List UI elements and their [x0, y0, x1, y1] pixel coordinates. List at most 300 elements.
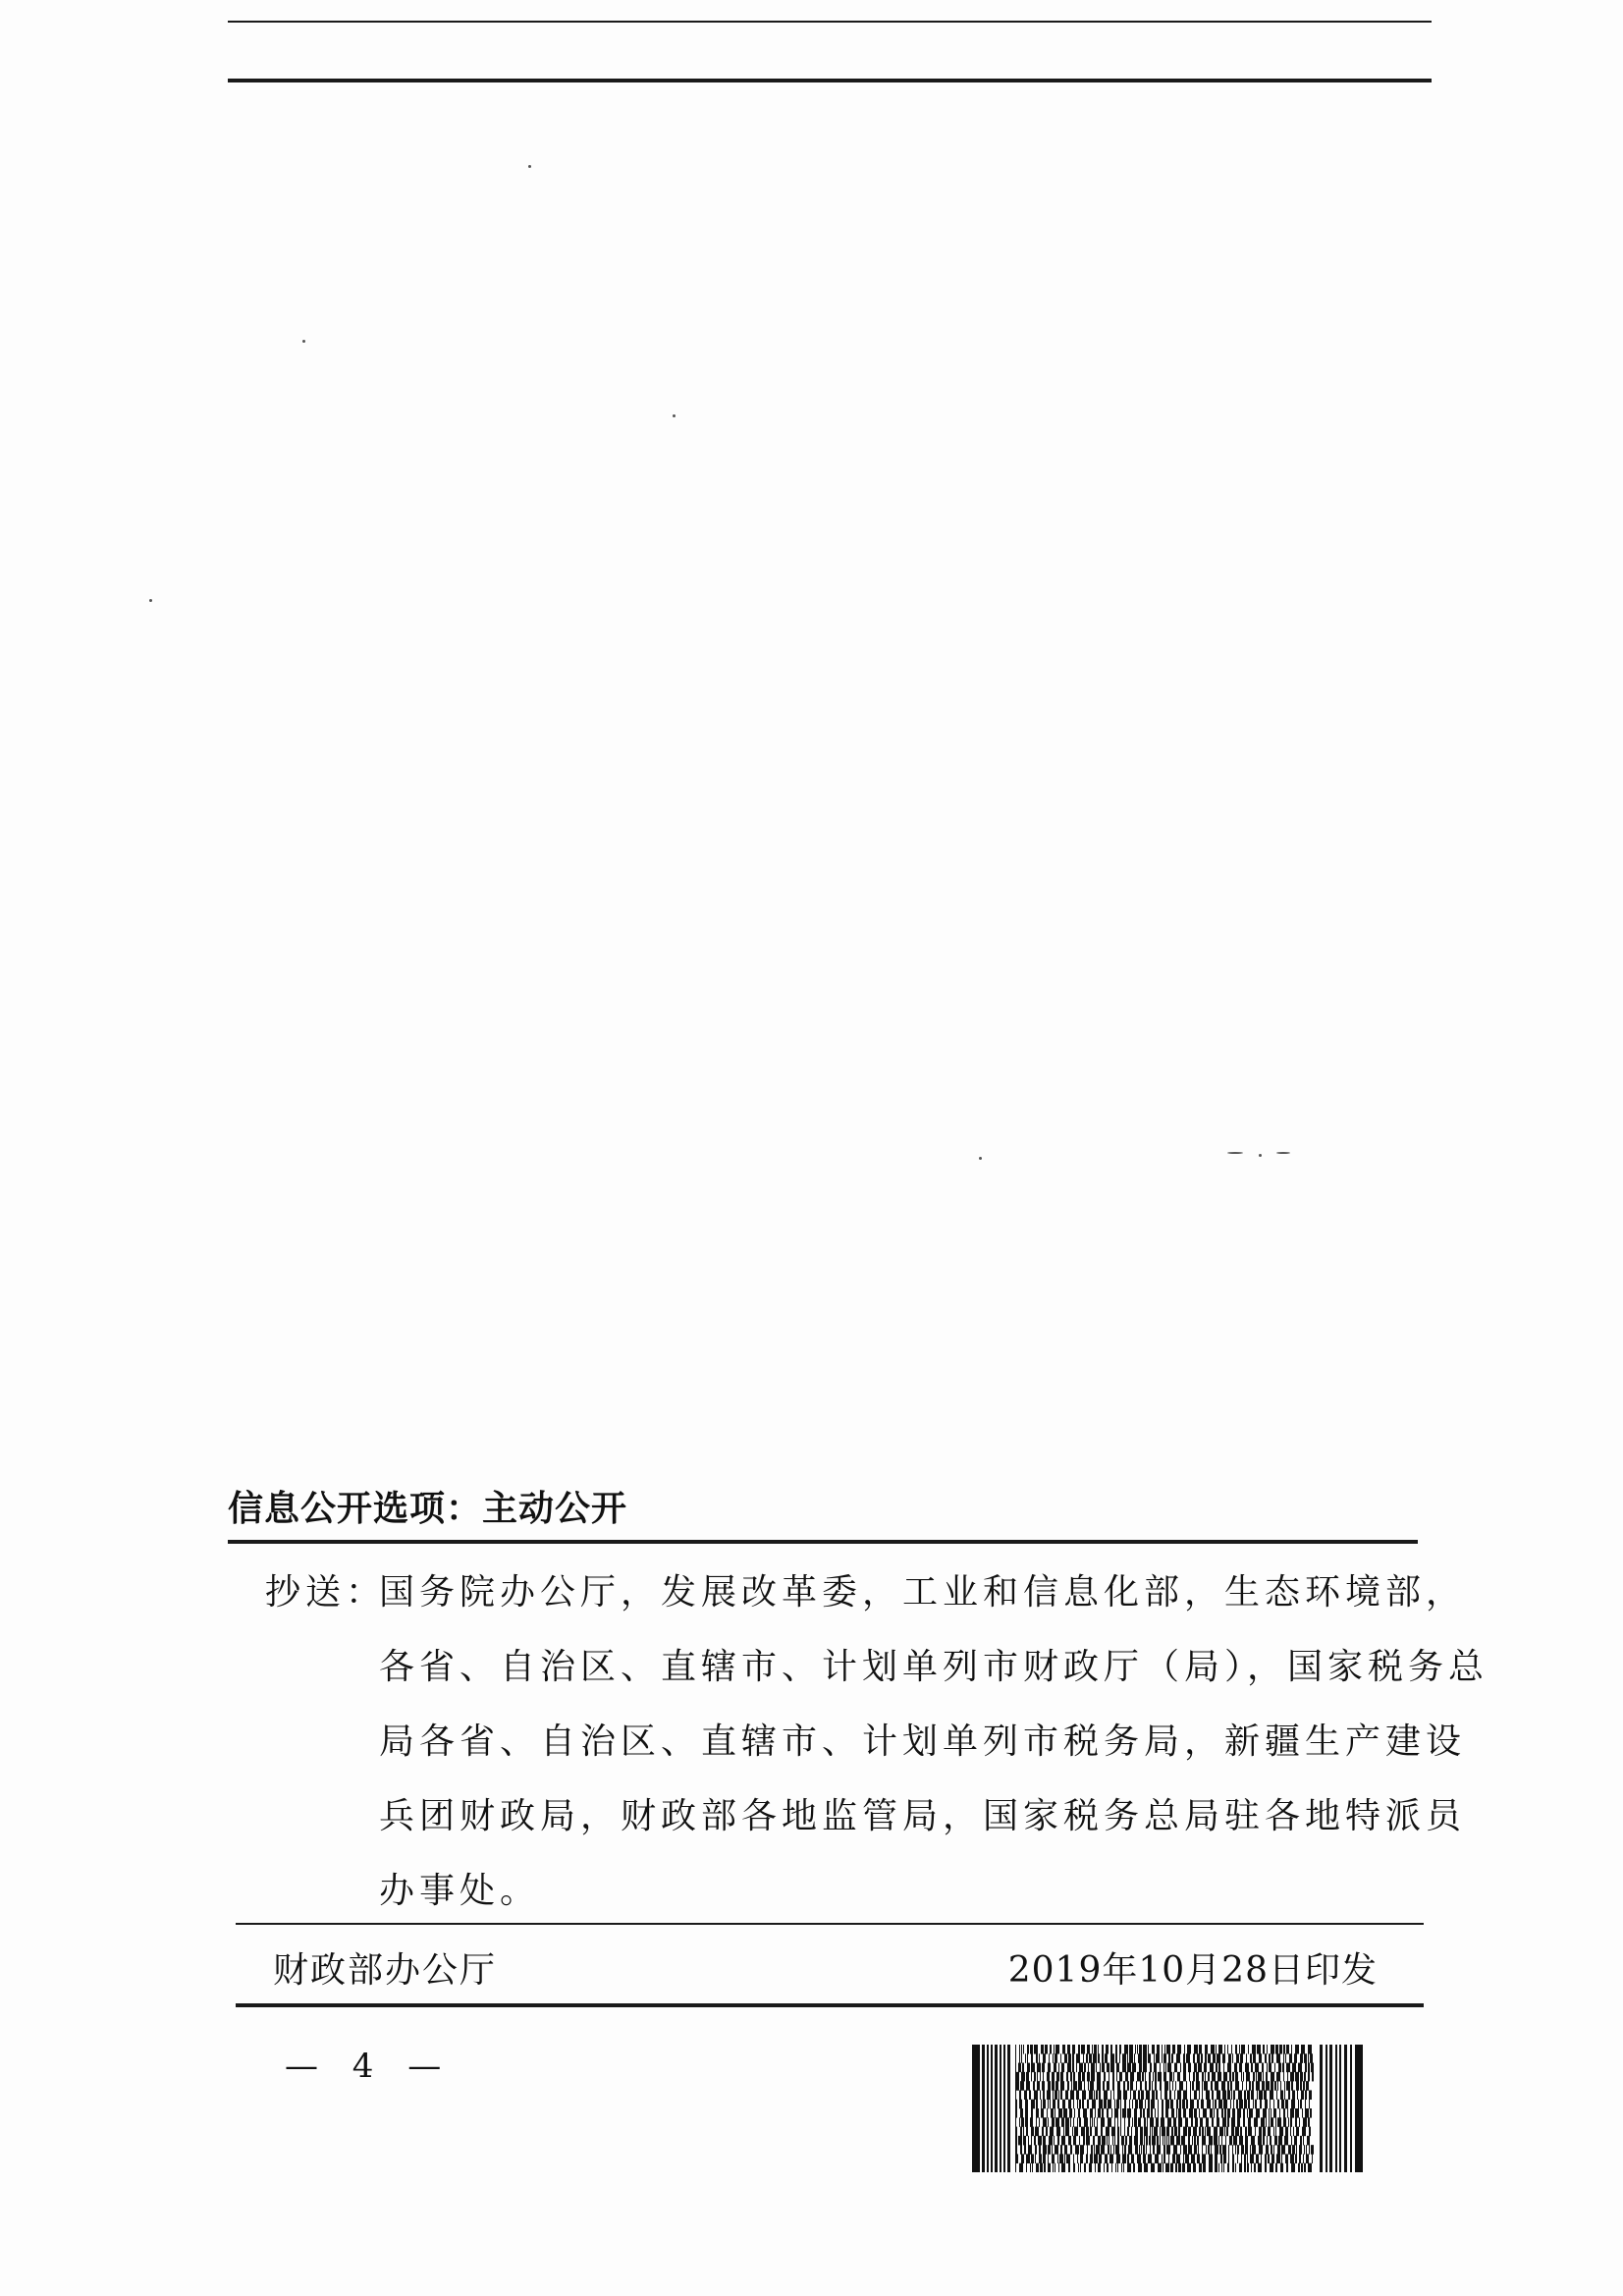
barcode-module — [1093, 2136, 1095, 2146]
barcode-module — [1266, 2145, 1269, 2155]
barcode-module — [1310, 2053, 1313, 2063]
barcode-module — [1305, 2108, 1309, 2118]
barcode-module — [1078, 2081, 1082, 2091]
barcode-module — [1079, 2117, 1081, 2127]
barcode-module — [1120, 2117, 1121, 2127]
barcode-module — [1183, 2063, 1186, 2073]
barcode-module — [1287, 2108, 1288, 2118]
barcode-module — [1227, 2063, 1231, 2073]
barcode-module — [1280, 2163, 1283, 2172]
barcode-module — [1043, 2154, 1046, 2163]
barcode-module — [1232, 2072, 1234, 2082]
barcode-module — [1152, 2081, 1153, 2091]
barcode-module — [1157, 2045, 1160, 2054]
barcode-module — [1115, 2145, 1119, 2155]
barcode-module — [1127, 2081, 1129, 2091]
barcode-module — [1264, 2090, 1267, 2100]
barcode-module — [1140, 2081, 1142, 2091]
barcode-module — [1299, 2145, 1302, 2155]
barcode-module — [1237, 2145, 1239, 2155]
barcode-module — [1339, 2045, 1341, 2172]
barcode-module — [1040, 2163, 1043, 2172]
barcode-module — [1289, 2053, 1292, 2063]
barcode-module — [1355, 2045, 1363, 2172]
scan-speck — [979, 1157, 982, 1160]
barcode-module — [1229, 2072, 1231, 2082]
barcode-module — [1139, 2100, 1143, 2109]
barcode-module — [1128, 2117, 1130, 2127]
barcode-module — [1084, 2163, 1086, 2172]
barcode-module — [1312, 2154, 1313, 2163]
barcode-module — [1172, 2081, 1173, 2091]
barcode-module — [1254, 2163, 1256, 2172]
barcode-module — [1077, 2100, 1078, 2109]
barcode-module — [1301, 2163, 1303, 2172]
barcode-module — [1089, 2163, 1092, 2172]
barcode-module — [1265, 2154, 1267, 2163]
barcode-module — [1158, 2108, 1159, 2118]
barcode-module — [1165, 2163, 1169, 2172]
barcode-module — [1271, 2081, 1273, 2091]
barcode-module — [1232, 2145, 1233, 2155]
barcode-module — [1134, 2053, 1135, 2063]
barcode-module — [1124, 2127, 1125, 2137]
barcode-module — [1109, 2154, 1113, 2163]
barcode-module — [1140, 2136, 1143, 2146]
barcode-module — [1292, 2090, 1295, 2100]
barcode-module — [1259, 2145, 1263, 2155]
barcode-module — [1148, 2100, 1150, 2109]
barcode-module — [1094, 2145, 1095, 2155]
barcode-module — [1110, 2045, 1112, 2054]
barcode-module — [1080, 2163, 1081, 2172]
barcode-module — [1216, 2045, 1217, 2054]
barcode-module — [1269, 2063, 1271, 2073]
barcode-module — [1039, 2117, 1040, 2127]
barcode-module — [1178, 2163, 1181, 2172]
barcode-module — [1019, 2090, 1021, 2100]
barcode-module — [1044, 2163, 1046, 2172]
barcode-module — [1190, 2100, 1194, 2109]
barcode-module — [1291, 2081, 1293, 2091]
barcode-module — [1086, 2154, 1088, 2163]
barcode-module — [1036, 2108, 1039, 2118]
barcode-module — [1188, 2136, 1190, 2146]
barcode-module — [1080, 2154, 1083, 2163]
barcode-module — [1031, 2053, 1033, 2063]
barcode-module — [1078, 2072, 1081, 2082]
barcode-module — [1110, 2063, 1114, 2073]
barcode-module — [1259, 2053, 1262, 2063]
barcode-module — [1306, 2081, 1309, 2091]
barcode-module — [1293, 2127, 1294, 2137]
barcode-module — [1258, 2072, 1262, 2082]
barcode-module — [1070, 2117, 1071, 2127]
barcode-module — [1267, 2063, 1268, 2073]
barcode-module — [1015, 2100, 1017, 2109]
barcode-module — [1115, 2053, 1117, 2063]
barcode-module — [1165, 2108, 1168, 2118]
barcode-module — [1073, 2072, 1075, 2082]
barcode-module — [1175, 2081, 1176, 2091]
barcode-module — [1197, 2100, 1199, 2109]
barcode-module — [1036, 2163, 1039, 2172]
barcode-module — [1174, 2090, 1175, 2100]
barcode-module — [1215, 2081, 1218, 2091]
barcode-module — [1291, 2163, 1295, 2172]
barcode-module — [1210, 2108, 1213, 2118]
barcode-module — [1193, 2053, 1195, 2063]
barcode-module — [1060, 2081, 1064, 2091]
barcode-module — [1058, 2063, 1059, 2073]
barcode-module — [1283, 2108, 1285, 2118]
barcode-module — [1037, 2072, 1038, 2082]
barcode-module — [1202, 2145, 1203, 2155]
barcode-module — [1094, 2045, 1097, 2054]
barcode-module — [1063, 2127, 1064, 2137]
barcode-module — [1309, 2100, 1310, 2109]
barcode-module — [1294, 2136, 1297, 2146]
barcode-module — [1277, 2081, 1278, 2091]
barcode-module — [1154, 2063, 1157, 2073]
barcode-module — [1256, 2081, 1260, 2091]
footer-rule — [236, 2003, 1424, 2007]
barcode-module — [1057, 2154, 1058, 2163]
barcode-module — [1199, 2090, 1200, 2100]
barcode-module — [1052, 2117, 1055, 2127]
barcode-module — [1015, 2163, 1016, 2172]
barcode-module — [1117, 2090, 1121, 2100]
barcode-module — [1286, 2063, 1290, 2073]
barcode-module — [1121, 2136, 1124, 2146]
barcode-module — [1144, 2127, 1148, 2137]
barcode-module — [1073, 2081, 1077, 2091]
barcode-module — [1084, 2063, 1086, 2073]
barcode-module — [1241, 2045, 1245, 2054]
barcode-module — [1123, 2090, 1127, 2100]
barcode-module — [1072, 2127, 1073, 2137]
barcode-module — [1000, 2045, 1001, 2172]
barcode-module — [1256, 2072, 1257, 2082]
barcode-module — [1120, 2108, 1121, 2118]
barcode-module — [1269, 2117, 1270, 2127]
barcode-module — [1154, 2053, 1155, 2063]
barcode-module — [1223, 2100, 1227, 2109]
barcode-module — [1023, 2045, 1024, 2054]
barcode-module — [1290, 2127, 1291, 2137]
barcode-module — [1286, 2163, 1288, 2172]
barcode-module — [1111, 2108, 1112, 2118]
barcode-module — [1127, 2127, 1129, 2137]
barcode-module — [1067, 2081, 1069, 2091]
barcode-module — [1156, 2053, 1160, 2063]
barcode-module — [1297, 2090, 1298, 2100]
barcode-module — [1105, 2053, 1108, 2063]
barcode-module — [1053, 2100, 1055, 2109]
barcode-module — [1258, 2136, 1262, 2146]
barcode-module — [1275, 2117, 1276, 2127]
barcode-module — [1246, 2072, 1250, 2082]
barcode-module — [1099, 2100, 1103, 2109]
barcode-module — [1256, 2154, 1259, 2163]
barcode-module — [1286, 2081, 1290, 2091]
barcode-module — [1116, 2063, 1119, 2073]
barcode-module — [1067, 2045, 1070, 2054]
barcode-module — [1295, 2072, 1299, 2082]
barcode-module — [1245, 2063, 1249, 2073]
barcode-module — [1158, 2163, 1162, 2172]
barcode-module — [1222, 2090, 1226, 2100]
barcode-module — [1115, 2163, 1116, 2172]
barcode-module — [1308, 2063, 1310, 2073]
barcode-module — [1251, 2163, 1252, 2172]
barcode-module — [1079, 2136, 1080, 2146]
barcode-module — [1130, 2072, 1134, 2082]
barcode-module — [1198, 2063, 1202, 2073]
barcode-module — [1034, 2090, 1038, 2100]
barcode-module — [1114, 2136, 1115, 2146]
barcode-module — [1223, 2163, 1224, 2172]
barcode-module — [1025, 2053, 1026, 2063]
barcode-module — [1188, 2063, 1191, 2073]
barcode-module — [1209, 2163, 1213, 2172]
barcode-module — [1070, 2090, 1074, 2100]
scan-speck — [1259, 1154, 1262, 1157]
barcode-module — [1090, 2154, 1093, 2163]
barcode-module — [1271, 2072, 1274, 2082]
barcode-module — [1120, 2100, 1121, 2109]
barcode-module — [1068, 2163, 1070, 2172]
barcode-module — [1020, 2108, 1023, 2118]
barcode-module — [1270, 2163, 1273, 2172]
barcode-module — [1094, 2090, 1095, 2100]
barcode-module — [1099, 2090, 1101, 2100]
barcode-module — [1058, 2090, 1059, 2100]
barcode-module — [1018, 2063, 1021, 2073]
barcode-module — [1103, 2081, 1105, 2091]
barcode-module — [1043, 2100, 1046, 2109]
barcode-module — [1263, 2136, 1265, 2146]
barcode-module — [1255, 2100, 1257, 2109]
barcode-module — [1294, 2053, 1297, 2063]
barcode-module — [1191, 2154, 1195, 2163]
barcode-module — [1228, 2154, 1229, 2163]
barcode-module — [1292, 2063, 1296, 2073]
barcode-module — [1137, 2072, 1141, 2082]
barcode-module — [1242, 2081, 1243, 2091]
barcode-module — [1152, 2136, 1156, 2146]
barcode-module — [1296, 2127, 1299, 2137]
pdf417-barcode — [972, 2045, 1363, 2172]
barcode-module — [1243, 2072, 1244, 2082]
barcode-module — [1291, 2045, 1292, 2054]
barcode-module — [1137, 2045, 1138, 2054]
barcode-module — [1143, 2154, 1146, 2163]
barcode-module — [1279, 2127, 1283, 2137]
barcode-module — [1033, 2081, 1035, 2091]
barcode-module — [1196, 2081, 1200, 2091]
barcode-module — [1048, 2081, 1051, 2091]
barcode-module — [1026, 2081, 1030, 2091]
barcode-module — [1127, 2063, 1131, 2073]
barcode-module — [1194, 2108, 1197, 2118]
barcode-module — [1275, 2045, 1278, 2054]
barcode-module — [1162, 2127, 1165, 2137]
barcode-module — [1117, 2127, 1119, 2137]
barcode-module — [1115, 2045, 1117, 2054]
barcode-module — [1056, 2127, 1060, 2137]
barcode-module — [1045, 2045, 1048, 2054]
barcode-module — [1042, 2127, 1044, 2137]
barcode-module — [1102, 2136, 1106, 2146]
barcode-module — [1078, 2108, 1080, 2118]
barcode-module — [1303, 2081, 1305, 2091]
barcode-module — [1273, 2108, 1276, 2118]
barcode-module — [1193, 2127, 1197, 2137]
barcode-module — [1114, 2117, 1115, 2127]
barcode-module — [1241, 2072, 1242, 2082]
barcode-module — [1098, 2045, 1099, 2054]
barcode-module — [1217, 2108, 1218, 2118]
barcode-module — [1295, 2117, 1297, 2127]
barcode-module — [1152, 2090, 1155, 2100]
barcode-module — [1021, 2154, 1024, 2163]
barcode-module — [1197, 2053, 1200, 2063]
barcode-module — [1227, 2117, 1229, 2127]
barcode-module — [1295, 2154, 1297, 2163]
barcode-module — [1329, 2045, 1332, 2172]
barcode-module — [1222, 2053, 1225, 2063]
barcode-module — [1034, 2136, 1036, 2146]
barcode-module — [1071, 2081, 1072, 2091]
barcode-module — [1102, 2053, 1104, 2063]
barcode-module — [1073, 2136, 1076, 2146]
barcode-module — [1281, 2154, 1282, 2163]
barcode-module — [1304, 2163, 1306, 2172]
barcode-module — [1233, 2136, 1237, 2146]
barcode-module — [1160, 2136, 1161, 2146]
barcode-module — [1139, 2145, 1140, 2155]
barcode-module — [1015, 2127, 1017, 2137]
top-thin-rule — [228, 21, 1432, 23]
barcode-module — [1177, 2072, 1180, 2082]
barcode-module — [1245, 2136, 1248, 2146]
barcode-module — [1056, 2072, 1059, 2082]
barcode-module — [1215, 2145, 1218, 2155]
barcode-module — [1303, 2117, 1307, 2127]
barcode-module — [1028, 2136, 1029, 2146]
barcode-module — [1166, 2045, 1170, 2054]
barcode-module — [1161, 2090, 1162, 2100]
barcode-module — [1125, 2136, 1127, 2146]
barcode-module — [1073, 2154, 1074, 2163]
barcode-module — [1066, 2072, 1068, 2082]
barcode-module — [1127, 2053, 1128, 2063]
barcode-module — [1308, 2163, 1312, 2172]
barcode-module — [1288, 2145, 1291, 2155]
barcode-module — [1260, 2100, 1262, 2109]
barcode-module — [1214, 2136, 1217, 2146]
barcode-module — [1237, 2108, 1241, 2118]
barcode-module — [1040, 2072, 1041, 2082]
barcode-module — [1292, 2145, 1295, 2155]
barcode-module — [1274, 2136, 1277, 2146]
barcode-module — [1207, 2127, 1211, 2137]
barcode-module — [1037, 2081, 1040, 2091]
barcode-module — [1120, 2127, 1121, 2137]
barcode-module — [1249, 2081, 1251, 2091]
barcode-module — [1135, 2127, 1138, 2137]
barcode-module — [1083, 2108, 1087, 2118]
barcode-module — [1233, 2090, 1235, 2100]
barcode-module — [1152, 2127, 1153, 2137]
barcode-module — [1041, 2108, 1044, 2118]
barcode-module — [1155, 2072, 1157, 2082]
barcode-module — [1247, 2090, 1250, 2100]
barcode-module — [1039, 2154, 1042, 2163]
barcode-module — [1020, 2127, 1022, 2137]
barcode-module — [1171, 2127, 1173, 2137]
barcode-module — [1065, 2127, 1069, 2137]
barcode-module — [1235, 2163, 1236, 2172]
barcode-module — [1129, 2053, 1133, 2063]
barcode-module — [1158, 2100, 1159, 2109]
barcode-module — [1246, 2081, 1247, 2091]
barcode-module — [1220, 2154, 1222, 2163]
barcode-module — [1047, 2108, 1048, 2118]
barcode-module — [1150, 2117, 1154, 2127]
barcode-module — [1308, 2053, 1309, 2063]
barcode-module — [1042, 2063, 1045, 2073]
barcode-module — [1073, 2100, 1074, 2109]
barcode-module — [1309, 2090, 1312, 2100]
barcode-module — [1253, 2100, 1254, 2109]
barcode-module — [1285, 2100, 1288, 2109]
barcode-module — [1097, 2117, 1098, 2127]
barcode-module — [1208, 2053, 1211, 2063]
barcode-module — [1244, 2163, 1246, 2172]
barcode-module — [1156, 2090, 1158, 2100]
barcode-module — [1168, 2053, 1170, 2063]
barcode-module — [1175, 2163, 1177, 2172]
barcode-module — [1190, 2090, 1191, 2100]
barcode-module — [1101, 2117, 1105, 2127]
barcode-module — [1035, 2154, 1036, 2163]
barcode-module — [1184, 2045, 1185, 2054]
barcode-module — [1250, 2145, 1251, 2155]
barcode-module — [1055, 2117, 1059, 2127]
barcode-module — [1052, 2154, 1055, 2163]
barcode-module — [1261, 2117, 1265, 2127]
barcode-module — [1183, 2154, 1184, 2163]
barcode-module — [1110, 2145, 1111, 2155]
barcode-module — [1149, 2136, 1151, 2146]
barcode-module — [982, 2045, 985, 2172]
barcode-module — [1186, 2100, 1188, 2109]
barcode-module — [1082, 2090, 1086, 2100]
barcode-module — [1148, 2053, 1151, 2063]
barcode-module — [1271, 2154, 1274, 2163]
barcode-module — [1026, 2072, 1029, 2082]
barcode-module — [1247, 2154, 1248, 2163]
barcode-module — [1089, 2090, 1093, 2100]
barcode-module — [1015, 2145, 1017, 2155]
barcode-module — [1107, 2108, 1109, 2118]
barcode-module — [1083, 2136, 1085, 2146]
barcode-module — [1015, 2136, 1017, 2146]
barcode-module — [1227, 2163, 1229, 2172]
barcode-module — [1300, 2072, 1303, 2082]
